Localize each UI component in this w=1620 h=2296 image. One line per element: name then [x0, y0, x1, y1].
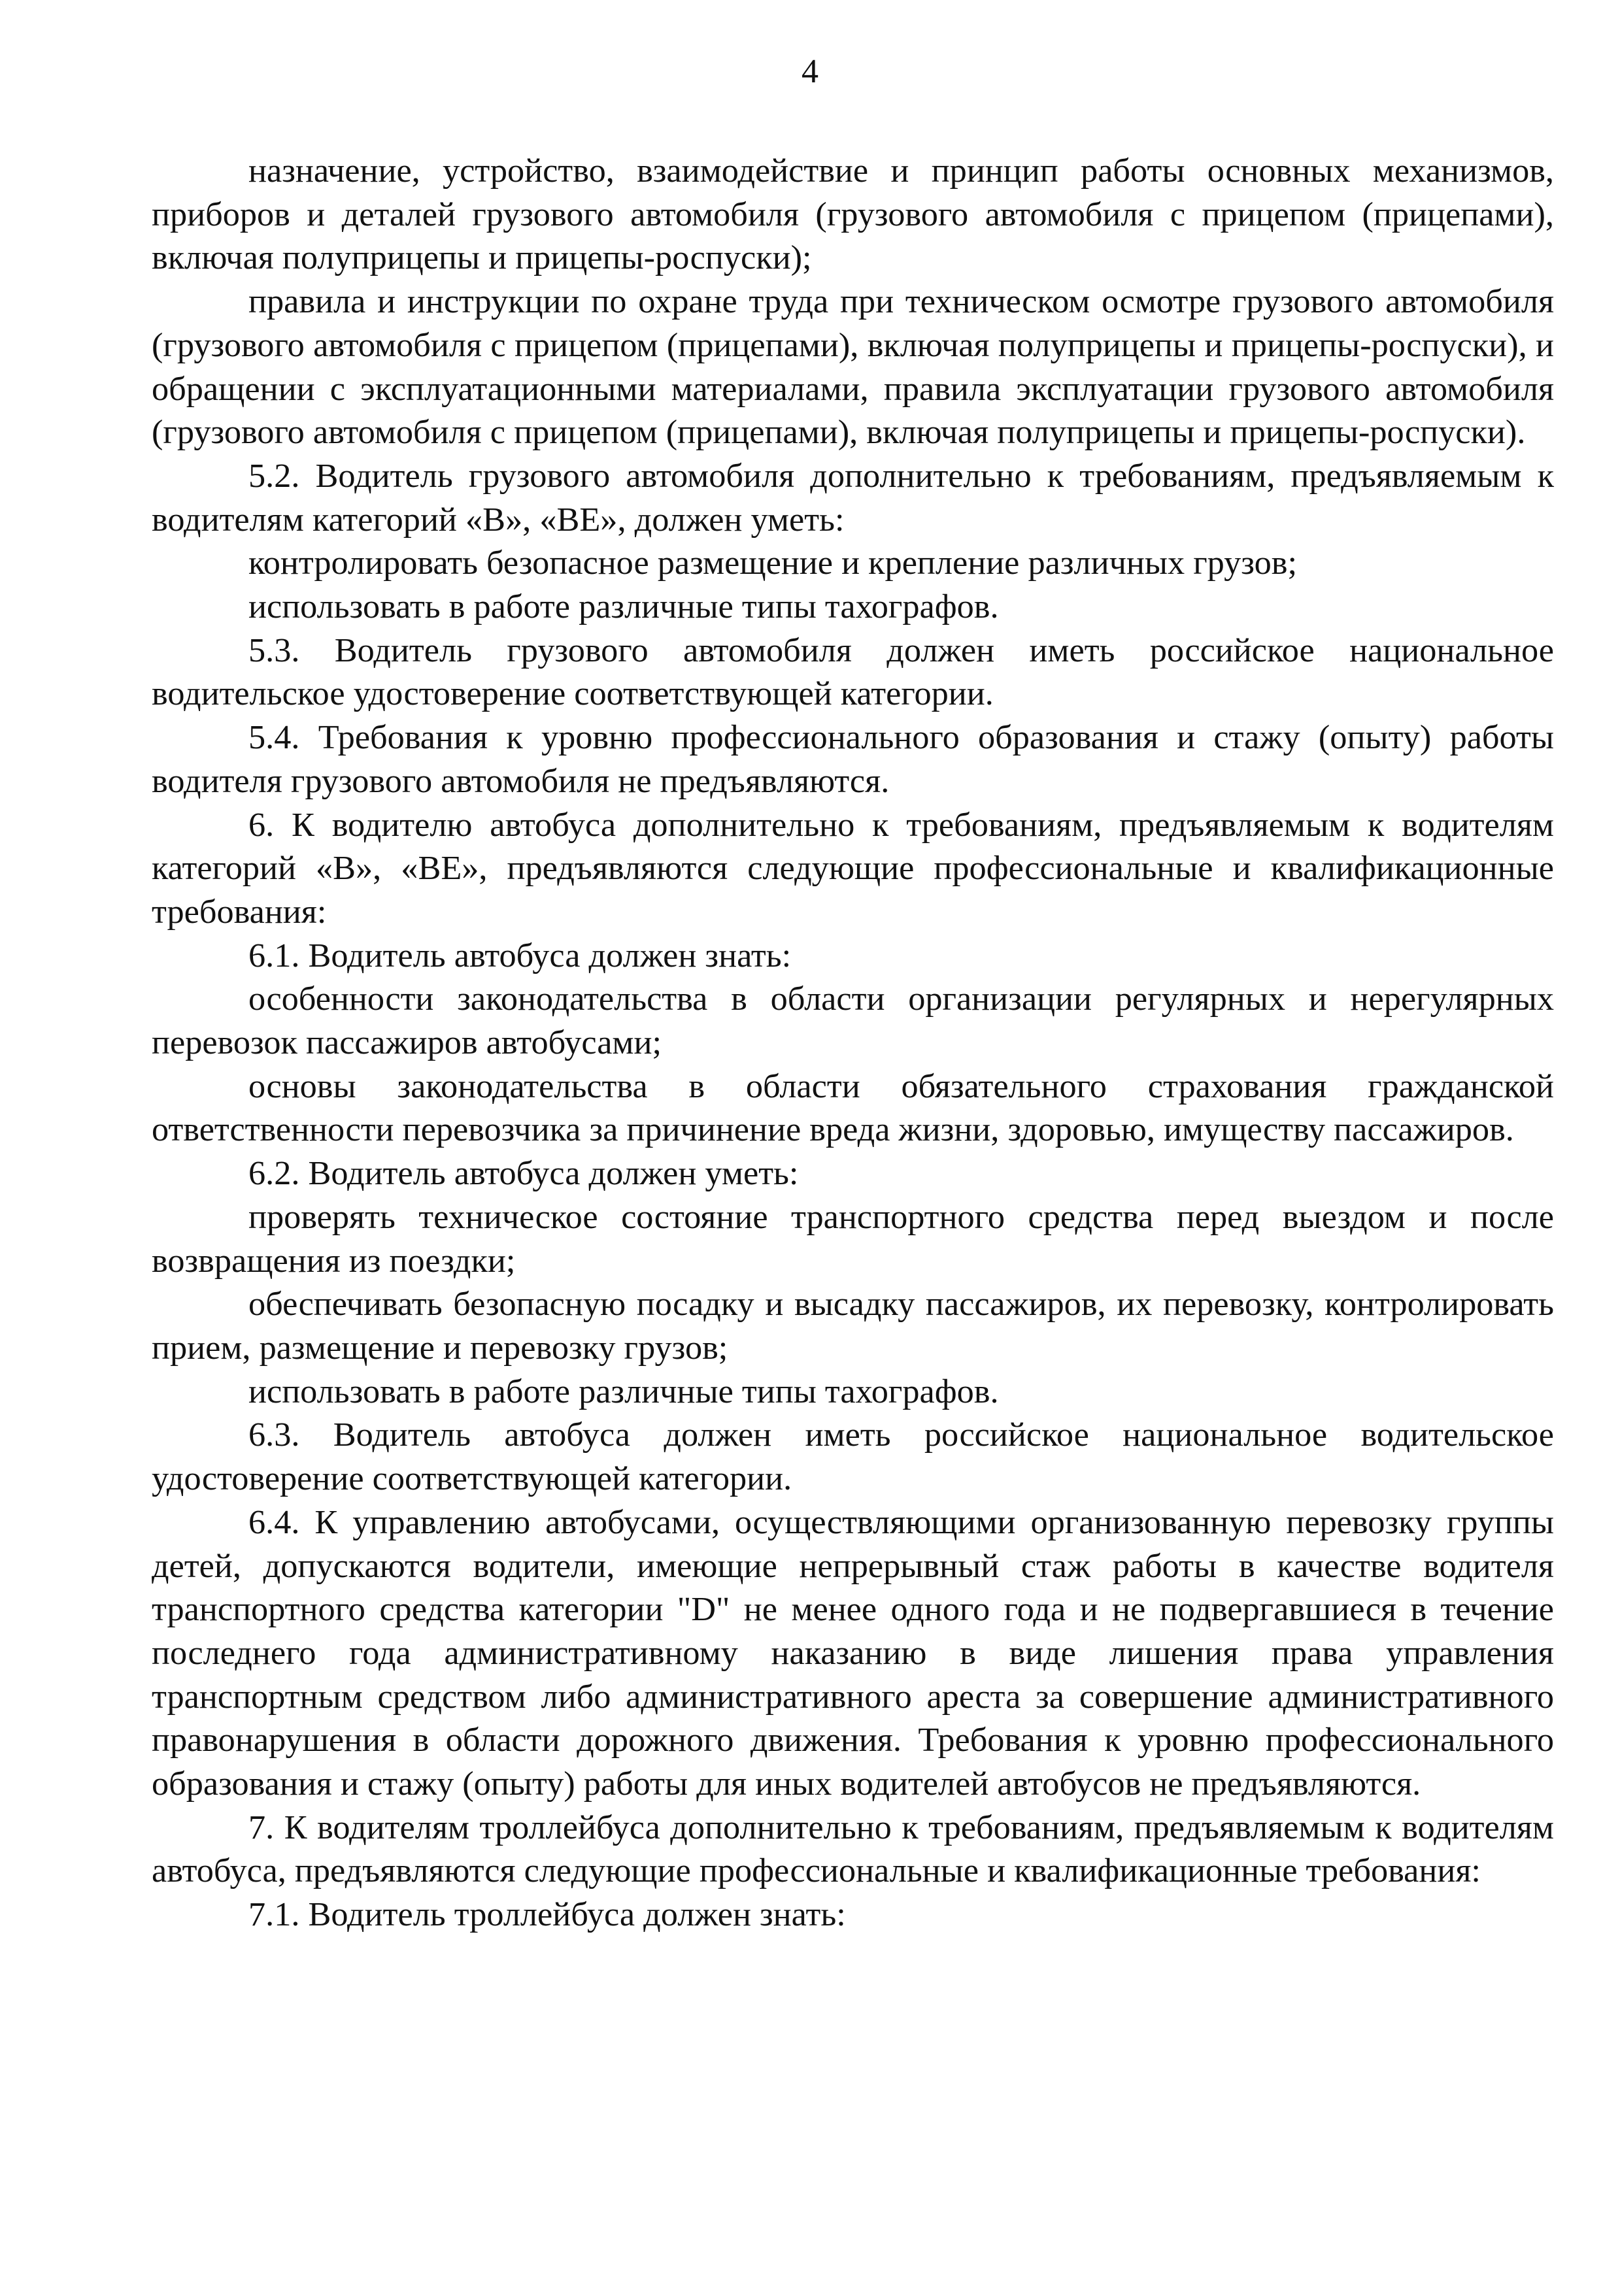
paragraph: 6.2. Водитель автобуса должен уметь: — [248, 1154, 799, 1193]
paragraph: 6. К водителю автобуса дополнительно к требованиям, предъявляемым к водителям категорий «B», «BE», предъявляются следующие профессиональные и квалификационные требования: — [152, 805, 1554, 931]
paragraph: 7. К водителям троллейбуса дополнительно к требованиям, предъявляемым к водителям автобуса, предъявляются следующие профессиональные и квалификационные требования: — [152, 1808, 1554, 1890]
page-number: 4 — [802, 53, 818, 90]
paragraph: 6.3. Водитель автобуса должен иметь российское национальное водительское удостоверение соответствующей категории. — [152, 1416, 1554, 1498]
paragraph: проверять техническое состояние транспортного средства перед выездом и после возвращения из поездки; — [152, 1197, 1554, 1280]
paragraph: 7.1. Водитель троллейбуса должен знать: — [248, 1895, 846, 1934]
paragraph: 6.1. Водитель автобуса должен знать: — [248, 936, 792, 974]
paragraph: назначение, устройство, взаимодействие и принцип работы основных механизмов, приборов и деталей грузового автомобиля (грузового автомобиля с прицепом (прицепами), включая полуприцепы и прицепы-роспуски); — [152, 152, 1554, 277]
paragraph: обеспечивать безопасную посадку и высадку пассажиров, их перевозку, контролировать прием, размещение и перевозку грузов; — [152, 1285, 1554, 1367]
paragraph: 6.4. К управлению автобусами, осуществляющими организованную перевозку группы детей, допускаются водители, имеющие непрерывный стаж работы в качестве водителя транспортного средства категории "D" не менее одного года и не подвергавшиеся в течение последнего года административному наказанию в виде лишения права управления транспортным средством либо административного ареста за совершение административного правонарушения в области дорожного движения. Требования к уровню профессионального образования и стажу (опыту) работы для иных водителей автобусов не предъявляются. — [152, 1503, 1554, 1803]
paragraph: 5.4. Требования к уровню профессионального образования и стажу (опыту) работы водителя грузового автомобиля не предъявляются. — [152, 718, 1554, 800]
paragraph: особенности законодательства в области организации регулярных и нерегулярных перевозок пассажиров автобусами; — [152, 980, 1554, 1062]
paragraph: 5.3. Водитель грузового автомобиля должен иметь российское национальное водительское удостоверение соответствующей категории. — [152, 631, 1554, 713]
paragraph: основы законодательства в области обязательного страхования гражданской ответственности перевозчика за причинение вреда жизни, здоровью, имуществу пассажиров. — [152, 1067, 1554, 1149]
paragraph: правила и инструкции по охране труда при техническом осмотре грузового автомобиля (грузового автомобиля с прицепом (прицепами), включая полуприцепы и прицепы-роспуски), и обращении с эксплуатационными материалами, правила эксплуатации грузового автомобиля (грузового автомобиля с прицепом (прицепами), включая полуприцепы и прицепы-роспуски). — [152, 282, 1554, 452]
paragraph: использовать в работе различные типы тахографов. — [248, 588, 999, 626]
paragraph: 5.2. Водитель грузового автомобиля дополнительно к требованиям, предъявляемым к водителям категорий «B», «BE», должен уметь: — [152, 456, 1554, 539]
document-body — [152, 149, 1554, 1937]
paragraph: контролировать безопасное размещение и крепление различных грузов; — [248, 544, 1297, 582]
paragraph: использовать в работе различные типы тахографов. — [248, 1372, 999, 1410]
